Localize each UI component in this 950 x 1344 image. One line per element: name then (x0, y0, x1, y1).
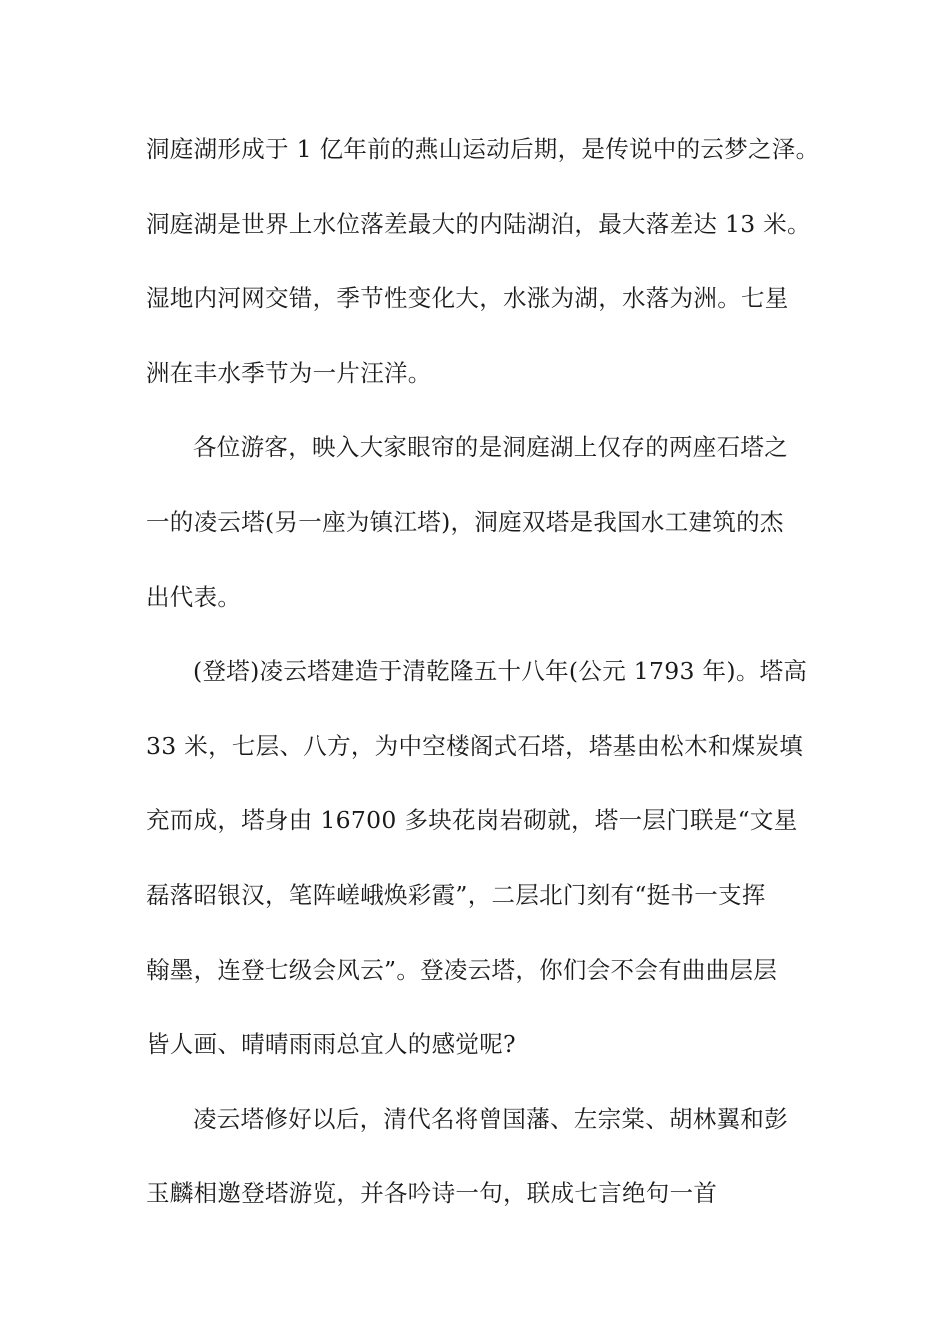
text-line: 洞庭湖形成于 1 亿年前的燕山运动后期，是传说中的云梦之泽。 (146, 135, 820, 163)
text-line: 出代表。 (146, 582, 242, 611)
text-line: 一的凌云塔(另一座为镇江塔)，洞庭双塔是我国水工建筑的杰 (146, 507, 784, 536)
text-line: 洲在丰水季节为一片汪洋。 (146, 358, 432, 387)
text-line: 磊落昭银汉，笔阵嵯峨焕彩霞”，二层北门刻有“挺书一支挥 (146, 880, 766, 909)
text-line: 各位游客，映入大家眼帘的是洞庭湖上仅存的两座石塔之 (193, 433, 788, 462)
text-line: 凌云塔修好以后，清代名将曾国藩、左宗棠、胡林翼和彭 (193, 1104, 788, 1133)
text-line: 皆人画、晴晴雨雨总宜人的感觉呢? (146, 1030, 516, 1059)
text-line: (登塔)凌云塔建造于清乾隆五十八年(公元 1793 年)。塔高 (193, 657, 808, 686)
text-line: 充而成，塔身由 16700 多块花岗岩砌就，塔一层门联是“文星 (146, 806, 798, 835)
text-line: 湿地内河网交错，季节性变化大，水涨为湖，水落为洲。七星 (146, 284, 789, 313)
text-line: 33 米，七层、八方，为中空楼阁式石塔，塔基由松木和煤炭填 (146, 731, 804, 760)
text-line: 翰墨，连登七级会风云”。登凌云塔，你们会不会有曲曲层层 (146, 955, 778, 984)
body-text (146, 129, 826, 1248)
text-line: 玉麟相邀登塔游览，并各吟诗一句，联成七言绝句一首 (146, 1179, 718, 1208)
text-line: 洞庭湖是世界上水位落差最大的内陆湖泊，最大落差达 13 米。 (146, 209, 811, 238)
